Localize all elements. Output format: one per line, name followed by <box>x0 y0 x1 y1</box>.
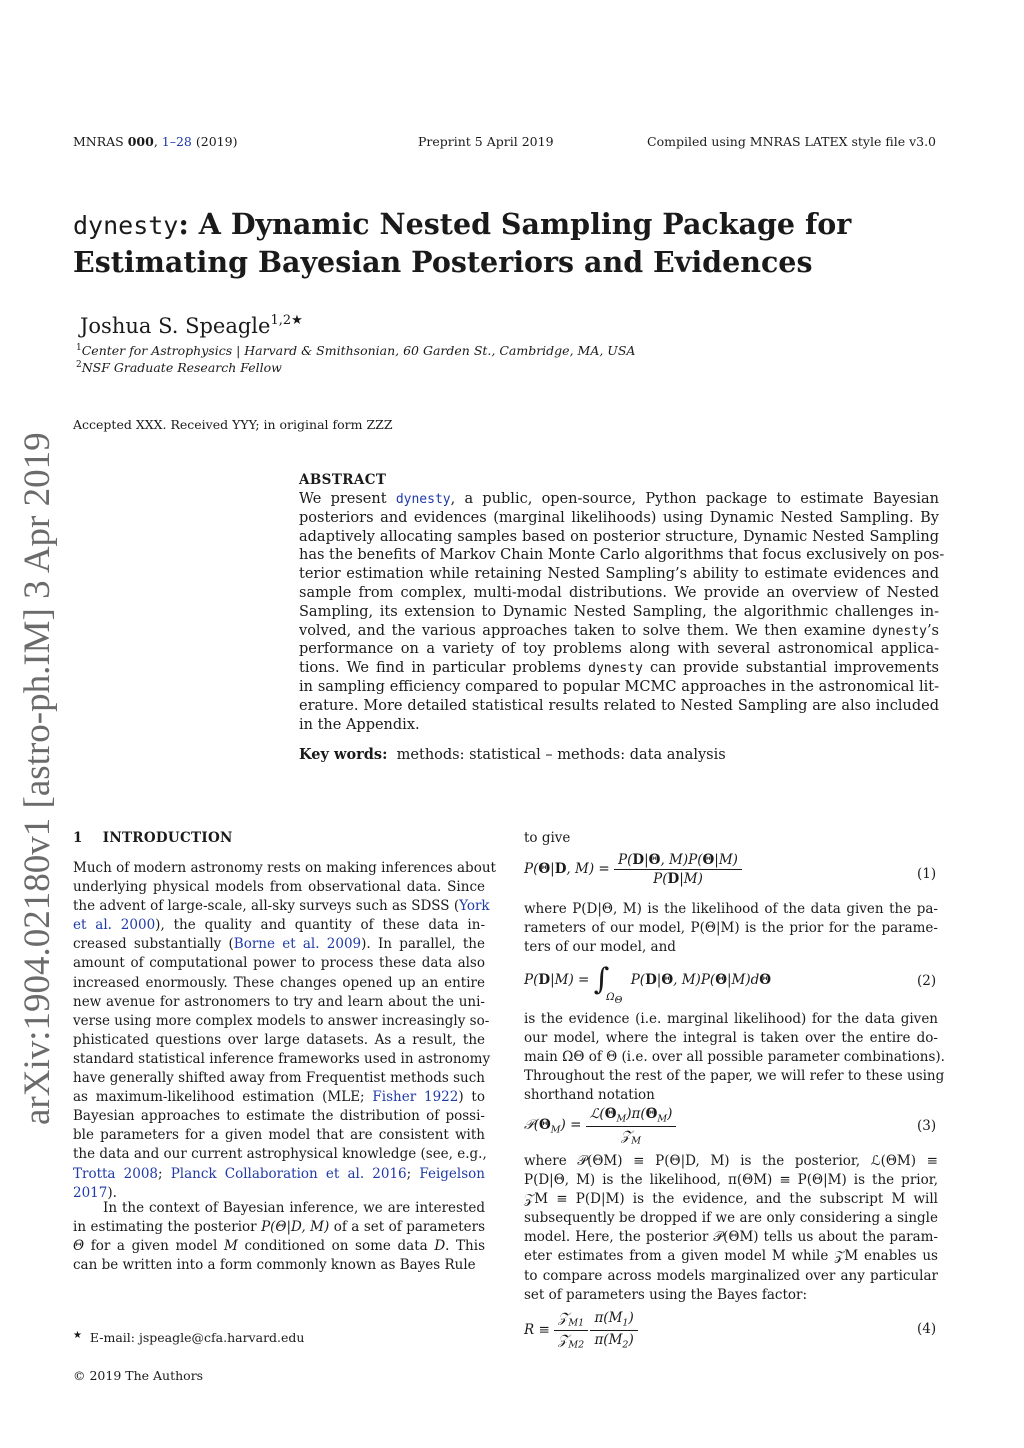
intro-line <box>73 1107 485 1126</box>
text-after-eq3 <box>524 1152 938 1305</box>
intro-line <box>73 1088 485 1107</box>
abstract-line <box>299 528 939 547</box>
abstract-line <box>299 678 939 697</box>
intro-paragraph-1 <box>73 859 496 1203</box>
text-segment: underlying physical models from observational data. Since <box>73 879 485 896</box>
citation-link[interactable]: York <box>459 898 490 915</box>
text-segment: is the evidence (i.e. marginal likelihood) for the data given <box>524 1011 938 1027</box>
text-segment: ). <box>107 1184 117 1201</box>
intro-line <box>73 1050 491 1069</box>
text-segment: performance on a variety of toy problems along with several astronomical applica- <box>299 641 939 658</box>
keywords: Key words: methods: statistical – methods: data analysis <box>299 746 726 763</box>
text-segment: to compare across models marginalized over any particular <box>524 1267 938 1284</box>
body-line <box>524 1228 938 1247</box>
citation-link[interactable]: Planck Collaboration et al. 2016 <box>170 1165 407 1182</box>
intro-line <box>73 993 485 1012</box>
text-segment: has the benefits of Markov Chain Monte Carlo algorithms that focus exclusively on pos- <box>299 547 945 564</box>
text-segment: where P(D|Θ, M) is the likelihood of the data given the pa- <box>524 901 938 917</box>
body-line <box>524 1029 938 1048</box>
equation-3: $𝒫(\Theta_M)$ = $\frac{ℒ(\Theta_M)\pi(\Theta_M)}{𝒵_M}$ <box>524 1106 676 1146</box>
intro-line <box>73 916 485 935</box>
equation-3-number: (3) <box>917 1118 937 1134</box>
text-segment: can provide substantial improvements <box>642 660 939 677</box>
citation-link[interactable]: Trotta 2008 <box>73 1165 158 1182</box>
text-segment: model. Here, the posterior 𝒫(ΘM) tells us about the param- <box>524 1229 938 1246</box>
paper-title: dynesty: A Dynamic Nested Sampling Package for Estimating Bayesian Posteriors and Evidences <box>73 207 852 279</box>
body-line <box>524 1209 938 1228</box>
pages-link[interactable]: 1–28 <box>161 134 192 149</box>
text-segment: P(D|Θ, M) is the likelihood, π(ΘM) ≡ P(Θ|M) is the prior, <box>524 1172 938 1189</box>
affiliation-1: $^1$Center for Astrophysics | Harvard & Smithsonian, 60 Garden St., Cambridge, MA, USA <box>76 343 636 358</box>
footnote: ★ E-mail: jspeagle@cfa.harvard.edu <box>73 1330 305 1345</box>
text-segment: standard statistical inference frameworks used in astronomy <box>73 1050 491 1067</box>
abstract-line <box>299 622 939 641</box>
body-line <box>524 1267 938 1286</box>
body-line <box>524 1067 945 1086</box>
text-segment: our model, where the integral is taken over the entire do- <box>524 1030 938 1047</box>
text-segment: shorthand notation <box>524 1087 655 1104</box>
intro-line <box>73 1145 485 1164</box>
intro-line <box>73 1165 485 1184</box>
text-segment: ble parameters for a given model that are consistent with <box>73 1127 485 1144</box>
citation-link[interactable]: 2017 <box>73 1184 108 1201</box>
text-segment: in sampling efficiency compared to popular MCMC approaches in the astronomical lit- <box>299 678 939 695</box>
intro-paragraph-2 <box>73 1199 485 1275</box>
text-segment: ) to <box>458 1089 485 1106</box>
body-line <box>524 900 938 919</box>
introduction-section <box>73 829 485 848</box>
abstract-line <box>299 546 945 565</box>
text-segment: subsequently be dropped if we are only considering a single <box>524 1210 938 1227</box>
text-segment: Throughout the rest of the paper, we will refer to these using <box>524 1068 945 1085</box>
text-segment: eter estimates from a given model M while 𝒵M enables us <box>524 1248 938 1265</box>
text-segment: set of parameters using the Bayes factor: <box>524 1286 808 1303</box>
body-line <box>524 1048 945 1067</box>
code-term: dynesty <box>872 623 927 639</box>
text-segment: ’s <box>926 622 939 639</box>
text-segment: posteriors and evidences (marginal likelihoods) using Dynamic Nested Sampling. By <box>299 509 939 526</box>
text-segment: for a given model <box>84 1238 224 1255</box>
affiliation-2: $^2$NSF Graduate Research Fellow <box>76 360 282 375</box>
abstract-body <box>299 490 945 734</box>
abstract-line <box>299 490 939 509</box>
abstract-line <box>299 565 939 584</box>
text-segment: erature. More detailed statistical results related to Nested Sampling are also included <box>299 697 939 714</box>
title-package-name: dynesty <box>73 211 179 240</box>
text-segment: adaptively allocating samples based on posterior structure, Dynamic Nested Sampling <box>299 528 939 545</box>
equation-2: $P(D|M) = \int\Omega_\Theta$ P(D|Θ, M)P(Θ|M)dΘ <box>524 962 772 1006</box>
intro-line <box>73 878 485 897</box>
text-segment: of a set of parameters <box>329 1219 486 1236</box>
equation-2-number: (2) <box>917 973 937 989</box>
intro-line <box>73 1256 485 1275</box>
text-segment: amount of computational power to process these data also <box>73 955 485 972</box>
text-segment: tions. We find in particular problems <box>299 660 589 677</box>
arxiv-side-stamp: arXiv:1904.02180v1 [astro-ph.IM] 3 Apr 2019 <box>17 432 58 1125</box>
equation-4-number: (4) <box>917 1321 937 1337</box>
text-segment: phisticated questions over large datasets. As a result, the <box>73 1031 485 1048</box>
text-segment: , a public, open-source, Python package to estimate Bayesian <box>450 491 939 507</box>
intro-line <box>73 1199 485 1218</box>
text-segment: the advent of large-scale, all-sky surveys such as SDSS ( <box>73 898 460 915</box>
equation-4: R ≡ $\frac{𝒵_{M1}}{𝒵_{M2}}$ $\frac{\pi(M_1)}{\pi(M_2)}$ <box>524 1310 638 1350</box>
text-after-eq1 <box>524 900 938 957</box>
intro-line <box>73 1237 485 1256</box>
text-segment: Bayesian approaches to estimate the distribution of possi- <box>73 1108 485 1125</box>
intro-line <box>73 974 485 993</box>
text-segment: ters of our model, and <box>524 939 676 956</box>
body-line <box>524 1190 938 1209</box>
abstract-line <box>299 716 939 735</box>
text-segment: can be written into a form commonly known as Bayes Rule <box>73 1257 476 1274</box>
body-line <box>524 1286 938 1305</box>
text-segment: have generally shifted away from Frequentist methods such <box>73 1070 485 1087</box>
text-segment: in the Appendix. <box>299 716 420 733</box>
text-segment: rameters of our model, P(Θ|M) is the prior for the parame- <box>524 920 938 937</box>
text-segment: volved, and the various approaches taken to solve them. We then examine <box>299 622 873 639</box>
citation-link[interactable]: Fisher 1922 <box>372 1089 459 1106</box>
body-line <box>524 938 938 957</box>
intro-line <box>73 1031 485 1050</box>
abstract-line <box>299 603 939 622</box>
text-segment: creased substantially ( <box>73 936 234 953</box>
text-segment: ), the quality and quantity of these data in- <box>155 917 486 934</box>
text-segment: We present <box>299 491 396 507</box>
abstract-line <box>299 584 939 603</box>
text-segment: ). In parallel, the <box>361 936 485 953</box>
section-heading: 1 INTRODUCTION <box>73 830 233 846</box>
accepted-line: Accepted XXX. Received YYY; in original form ZZZ <box>73 417 393 432</box>
text-segment: new avenue for astronomers to try and learn about the uni- <box>73 993 485 1010</box>
body-line <box>524 1010 938 1029</box>
body-line <box>524 919 938 938</box>
equation-1: P(Θ|D, M) = $\frac{P(D|\Theta, M)P(\Theta|M)}{P(D|M)}$ <box>524 852 742 887</box>
text-segment: In the context of Bayesian inference, we are interested <box>103 1200 485 1216</box>
text-after-eq2 <box>524 1010 945 1105</box>
text-segment: . This <box>445 1238 486 1255</box>
header-compiled: Compiled using MNRAS LATEX style file v3.0 <box>647 134 937 149</box>
inline-math: P(Θ|D, M) <box>261 1219 330 1236</box>
text-segment: sample from complex, multi-modal distributions. We provide an overview of Nested <box>299 584 939 601</box>
text-segment: Sampling, its extension to Dynamic Nested Sampling, the algorithmic challenges in- <box>299 603 939 620</box>
intro-line <box>73 1012 490 1031</box>
text-segment: where 𝒫(ΘM) ≡ P(Θ|D, M) is the posterior, ℒ(ΘM) ≡ <box>524 1153 938 1169</box>
code-term: dynesty <box>588 661 643 677</box>
body-line <box>524 1152 938 1171</box>
author-name: Joshua S. Speagle$^{1,2★}$ <box>80 313 303 338</box>
text-segment: 𝒵M ≡ P(D|M) is the evidence, and the subscript M will <box>524 1191 938 1208</box>
intro-line <box>73 1069 485 1088</box>
abstract-line <box>299 659 939 678</box>
equation-1-number: (1) <box>917 866 937 882</box>
text-segment: increased enormously. These changes opened up an entire <box>73 974 485 991</box>
abstract-heading: ABSTRACT <box>299 472 387 488</box>
intro-line <box>73 1126 485 1145</box>
copyright: © 2019 The Authors <box>73 1368 204 1383</box>
intro-line <box>73 1218 485 1237</box>
inline-math: Θ <box>73 1238 85 1255</box>
text-segment: ; <box>406 1165 420 1182</box>
abstract-line <box>299 697 939 716</box>
abstract-line <box>299 640 939 659</box>
intro-line <box>73 935 485 954</box>
text-segment: main ΩΘ of Θ (i.e. over all possible parameter combinations). <box>524 1049 945 1066</box>
text-segment: verse using more complex models to answer increasingly so- <box>73 1012 490 1029</box>
text-segment: conditioned on some data <box>237 1238 435 1255</box>
inline-math: D <box>434 1238 446 1255</box>
text-segment: terior estimation while retaining Nested Sampling’s ability to estimate evidences and <box>299 566 939 583</box>
body-line <box>524 1086 938 1105</box>
text-segment: the data and our current astrophysical knowledge (see, e.g., <box>73 1146 487 1163</box>
to-give-text: to give <box>524 830 571 846</box>
text-segment: Much of modern astronomy rests on making inferences about <box>73 860 496 876</box>
text-segment: in estimating the posterior <box>73 1219 262 1236</box>
citation-link[interactable]: et al. 2000 <box>73 917 156 934</box>
intro-line <box>73 897 490 916</box>
dynesty-link[interactable]: dynesty <box>395 492 451 507</box>
inline-math: M <box>223 1238 238 1255</box>
citation-link[interactable]: Borne et al. 2009 <box>233 936 362 953</box>
intro-line <box>73 859 496 878</box>
text-segment: ; <box>158 1165 171 1182</box>
text-segment: as maximum-likelihood estimation (MLE; <box>73 1089 373 1106</box>
abstract-line <box>299 509 939 528</box>
citation-link[interactable]: Feigelson <box>419 1165 485 1182</box>
body-line <box>524 1171 938 1190</box>
body-line <box>524 1247 938 1266</box>
header-journal: MNRAS 000, 1–28 (2019) <box>73 134 238 149</box>
intro-line <box>73 954 485 973</box>
header-preprint: Preprint 5 April 2019 <box>418 134 554 149</box>
